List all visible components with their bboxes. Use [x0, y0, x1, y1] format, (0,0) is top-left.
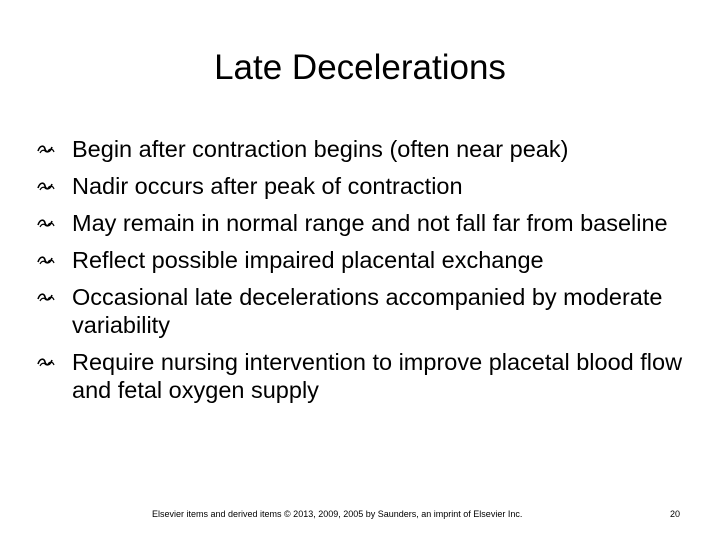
bullet-item: [0, 131, 720, 168]
ornamental-swash-icon: [36, 289, 56, 305]
bullet-text: Begin after contraction begins (often near peak): [72, 136, 569, 162]
bullet-text: Nadir occurs after peak of contraction: [72, 173, 463, 199]
bullet-item: [0, 344, 720, 409]
bullet-text: Occasional late decelerations accompanied by moderate variability: [72, 284, 663, 338]
bullet-item: [0, 279, 720, 344]
ornamental-swash-icon: [36, 354, 56, 370]
bullet-item: [0, 242, 720, 279]
page-number: 20: [669, 509, 680, 519]
bullet-item: [0, 205, 720, 242]
bullet-item: [0, 168, 720, 205]
ornamental-swash-icon: [36, 141, 56, 157]
bullet-text: Reflect possible impaired placental exchange: [72, 247, 544, 273]
bullet-list: [0, 131, 720, 409]
slide-title: Late Decelerations: [214, 48, 506, 87]
ornamental-swash-icon: [36, 178, 56, 194]
bullet-text: Require nursing intervention to improve placetal blood flow and fetal oxygen supply: [72, 349, 683, 403]
copyright-footer: Elsevier items and derived items © 2013, 2009, 2005 by Saunders, an imprint of Elsevier Inc.: [152, 509, 523, 519]
ornamental-swash-icon: [36, 252, 56, 268]
bullet-text: May remain in normal range and not fall far from baseline: [72, 210, 668, 236]
ornamental-swash-icon: [36, 215, 56, 231]
